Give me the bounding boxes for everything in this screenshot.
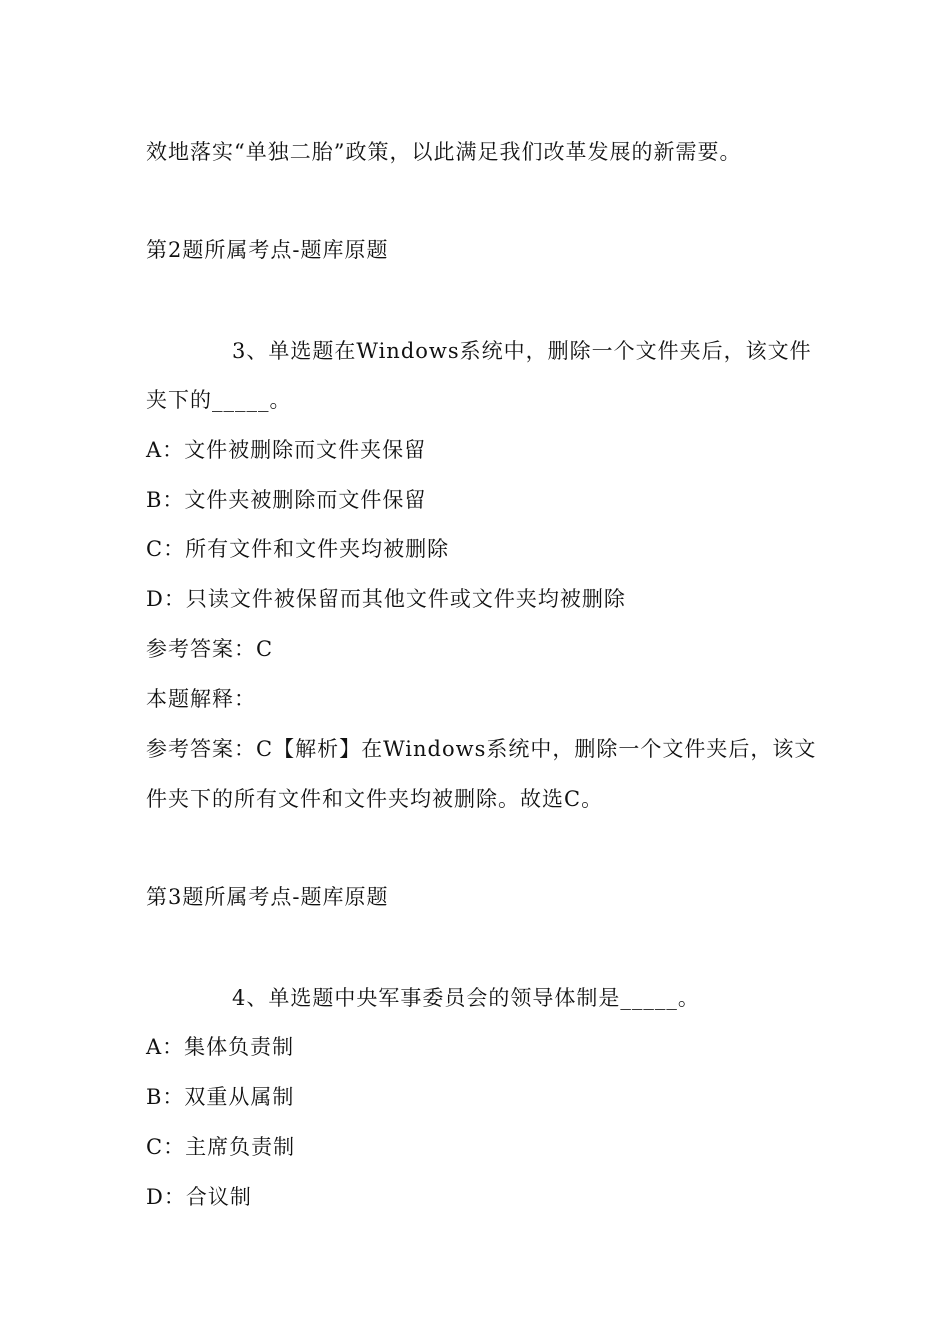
q3-option-c: C：所有文件和文件夹均被删除 [146,537,450,561]
q3-option-a: A：文件被删除而文件夹保留 [146,438,427,462]
q3-explanation-line2: 件夹下的所有文件和文件夹均被删除。故选C。 [146,787,604,811]
q4-option-a: A：集体负责制 [146,1035,295,1059]
q3-stem-line1: 3、单选题在Windows系统中，删除一个文件夹后，该文件 [232,339,812,363]
q3-answer: 参考答案：C [146,637,274,661]
q4-option-b: B：双重从属制 [146,1085,295,1109]
q3-explanation-label: 本题解释： [146,687,256,711]
q4-option-d: D：合议制 [146,1185,252,1209]
q3-stem-line2: 夹下的_____。 [146,388,292,412]
q3-option-d: D：只读文件被保留而其他文件或文件夹均被删除 [146,587,626,611]
q2-topic-label: 第2题所属考点-题库原题 [146,238,389,262]
q4-option-c: C：主席负责制 [146,1135,296,1159]
continuation-text: 效地落实“单独二胎”政策，以此满足我们改革发展的新需要。 [146,140,742,164]
q3-explanation-line1: 参考答案：C【解析】在Windows系统中，删除一个文件夹后，该文 [146,737,817,761]
q4-stem: 4、单选题中央军事委员会的领导体制是_____。 [232,986,700,1010]
q3-option-b: B：文件夹被删除而文件保留 [146,488,427,512]
q3-topic-label: 第3题所属考点-题库原题 [146,885,389,909]
